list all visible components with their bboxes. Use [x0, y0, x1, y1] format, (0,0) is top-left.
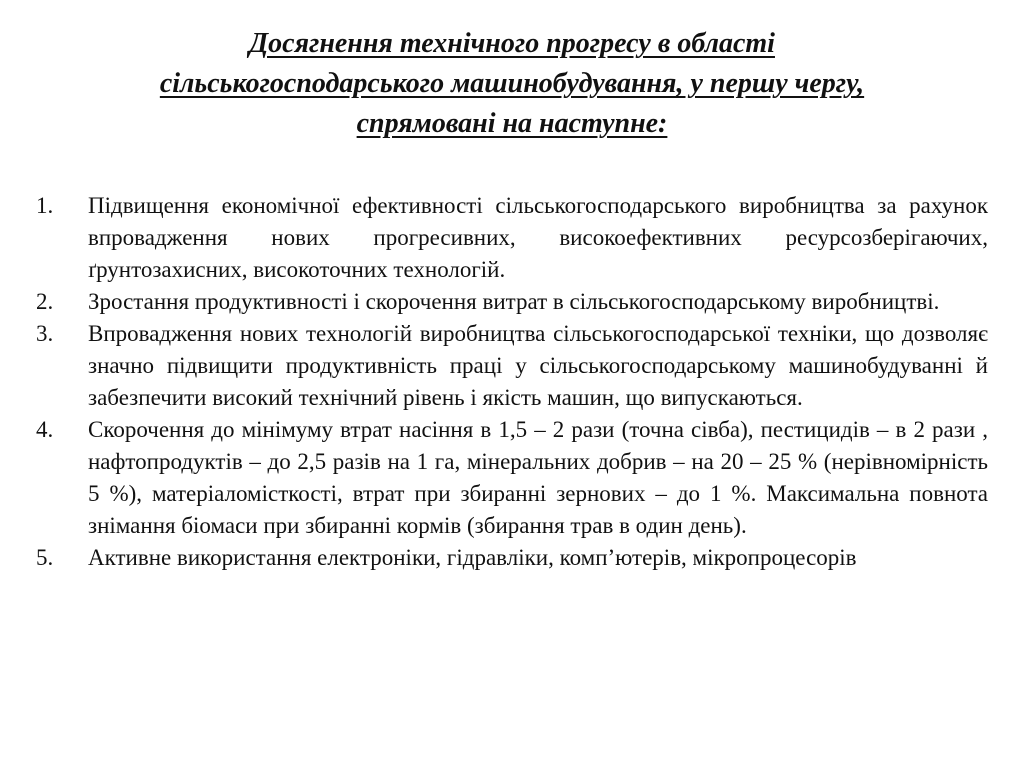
- list-item: [36, 414, 988, 542]
- list-item-text: Активне використання електроніки, гідравліки, комп’ютерів, мікропроцесорів: [88, 545, 857, 570]
- list-item-text: Скорочення до мінімуму втрат насіння в 1,5 – 2 рази (точна сівба), пестицидів – в 2 рази , нафтопродуктів – до 2,5 разів на 1 га, мінеральних добрив – на 20 – 25 % (нерівномірність 5 %), матеріаломісткості, втрат при збиранні зернових – до 1 %. Максимальна повнота знімання біомаси при збиранні кормів (збирання трав в один день).: [88, 417, 988, 538]
- list-item: [36, 190, 988, 286]
- title-line-1: Досягнення технічного прогресу в області: [249, 28, 775, 59]
- list-item-number: 2.: [36, 289, 54, 314]
- list-item-number: 5.: [36, 545, 54, 570]
- title-line-2: сільськогосподарського машинобудування, у першу чергу,: [159, 68, 865, 99]
- list-item-number: 3.: [36, 321, 54, 346]
- numbered-list: [36, 190, 988, 574]
- list-item: [36, 542, 988, 574]
- list-item-text: Підвищення економічної ефективності сільськогосподарського виробництва за рахунок впровадження нових прогресивних, високоефективних ресурсозберігаючих, ґрунтозахисних, високоточних технологій.: [88, 193, 988, 282]
- list-item: [36, 318, 988, 414]
- list-item-text: Впровадження нових технологій виробництва сільськогосподарської техніки, що дозволяє значно підвищити продуктивність праці у сільськогосподарському машинобудуванні й забезпечити високий технічний рівень і якість машин, що випускаються.: [88, 321, 988, 410]
- title-line-3: спрямовані на наступне:: [356, 108, 668, 139]
- list-item-number: 4.: [36, 417, 54, 442]
- list-item-text: Зростання продуктивності і скорочення витрат в сільськогосподарському виробництві.: [88, 289, 940, 314]
- list-item-number: 1.: [36, 193, 54, 218]
- list-item: [36, 286, 988, 318]
- page-title: [60, 24, 964, 144]
